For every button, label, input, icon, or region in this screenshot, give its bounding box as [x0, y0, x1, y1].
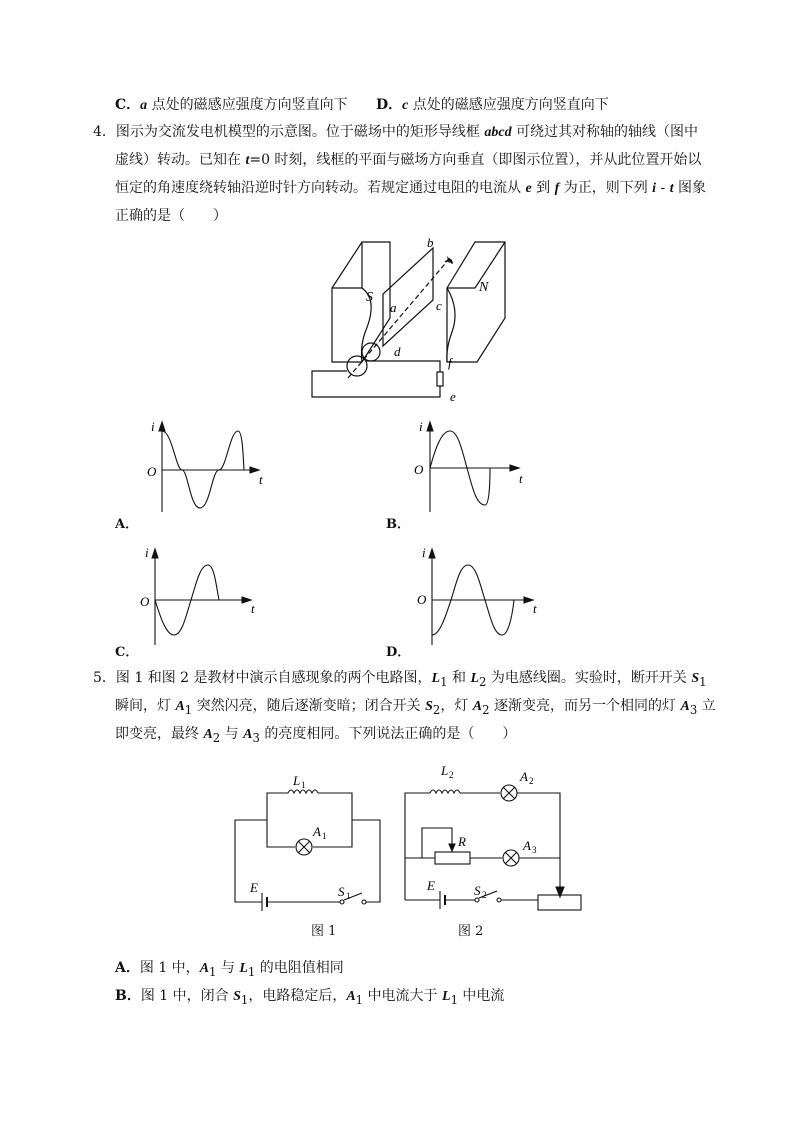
- inductor-l1-coil: [288, 790, 318, 793]
- graph-b: [410, 416, 540, 516]
- graph-a-label: A．: [115, 517, 139, 532]
- svg-text:A: A: [520, 769, 528, 784]
- svg-text:1: 1: [346, 891, 351, 901]
- svg-text:i: i: [151, 419, 155, 434]
- magnet-s: [332, 242, 390, 362]
- label-e: e: [450, 389, 456, 404]
- graph-b-label: B．: [386, 517, 410, 532]
- label-s: S: [366, 290, 373, 305]
- svg-text:t: t: [259, 472, 263, 487]
- svg-text:t: t: [251, 601, 255, 616]
- svg-text:S: S: [474, 883, 481, 898]
- q5-line-2: 瞬间，灯 $A_1$ 突然闪亮，随后逐渐变暗；闭合开关 $S_2$，灯 $A_2$ 逐渐变亮，而另一个相同的灯 $A_3$ 立: [115, 698, 716, 717]
- graph-c: [140, 542, 270, 650]
- label-d: d: [394, 344, 401, 359]
- q5-option-b: B．图 1 中，闭合 $S_1$，电路稳定后，$A_1$ 中电流大于 $L_1$ 中电流: [115, 988, 505, 1007]
- q4-line-3: 恒定的角速度绕转轴沿逆时针方向转动。若规定通过电阻的电流从 e 到 f 为正，则下列 i - t 图象: [115, 180, 707, 196]
- q5-line-1: 5．图 1 和图 2 是教材中演示自感现象的两个电路图，$L_1$ 和 $L_2$ 为电感线圈。实验时，断开开关 $S_1$: [93, 670, 707, 689]
- q5-option-a: A．图 1 中，$A_1$ 与 $L_1$ 的电阻值相同: [115, 960, 344, 979]
- fig1-caption: 图 1: [311, 924, 337, 939]
- svg-text:O: O: [140, 594, 150, 609]
- label-n: N: [479, 280, 489, 295]
- circuit-fig-2: [398, 755, 588, 915]
- svg-text:A: A: [313, 824, 321, 839]
- q4-line-4: 正确的是（ ）: [115, 208, 227, 224]
- label-a: a: [390, 300, 397, 315]
- inductor-l2-coil: [430, 790, 460, 793]
- magnet-n: [447, 242, 505, 362]
- svg-text:L: L: [293, 773, 301, 788]
- svg-text:A: A: [523, 838, 531, 853]
- label-b: b: [427, 235, 434, 250]
- svg-text:i: i: [145, 545, 149, 560]
- fig2-caption: 图 2: [458, 924, 484, 939]
- rheostat-r: [435, 852, 470, 864]
- label-c: c: [436, 298, 442, 313]
- generator-figure: [300, 232, 520, 412]
- svg-text:E: E: [250, 880, 258, 895]
- svg-text:O: O: [417, 592, 427, 607]
- svg-text:S: S: [338, 884, 345, 899]
- svg-text:t: t: [533, 601, 537, 616]
- svg-text:1: 1: [322, 831, 327, 841]
- q4-line-1: 4．图示为交流发电机模型的示意图。位于磁场中的矩形导线框 abcd 可绕过其对称轴的轴线（图中: [93, 124, 699, 140]
- svg-text:O: O: [147, 464, 157, 479]
- svg-text:i: i: [419, 419, 423, 434]
- svg-text:t: t: [519, 471, 523, 486]
- graph-c-label: C．: [115, 645, 139, 660]
- circuit-fig-1: [228, 755, 388, 915]
- svg-text:3: 3: [532, 845, 537, 855]
- svg-text:1: 1: [301, 780, 306, 790]
- svg-text:2: 2: [482, 890, 487, 900]
- svg-text:2: 2: [529, 776, 534, 786]
- svg-text:O: O: [414, 462, 424, 477]
- svg-text:2: 2: [449, 770, 454, 780]
- svg-text:R: R: [458, 834, 466, 849]
- q3-option-d: D．c 点处的磁感应强度方向竖直向下: [376, 97, 609, 113]
- svg-text:E: E: [427, 878, 435, 893]
- svg-text:L: L: [441, 763, 449, 778]
- graph-d: [410, 542, 540, 650]
- resistor-box: [538, 895, 581, 910]
- q4-line-2: 虚线）转动。已知在 t=0 时刻，线框的平面与磁场方向垂直（即图示位置），并从此位置开始以: [115, 152, 702, 168]
- graph-a: [140, 416, 270, 516]
- q5-line-3: 即变亮，最终 $A_2$ 与 $A_3$ 的亮度相同。下列说法正确的是（ ）: [115, 726, 517, 745]
- label-f: f: [448, 355, 452, 370]
- graph-d-label: D．: [386, 645, 411, 660]
- q3-option-c: C．a 点处的磁感应强度方向竖直向下: [115, 97, 348, 113]
- svg-text:i: i: [422, 545, 426, 560]
